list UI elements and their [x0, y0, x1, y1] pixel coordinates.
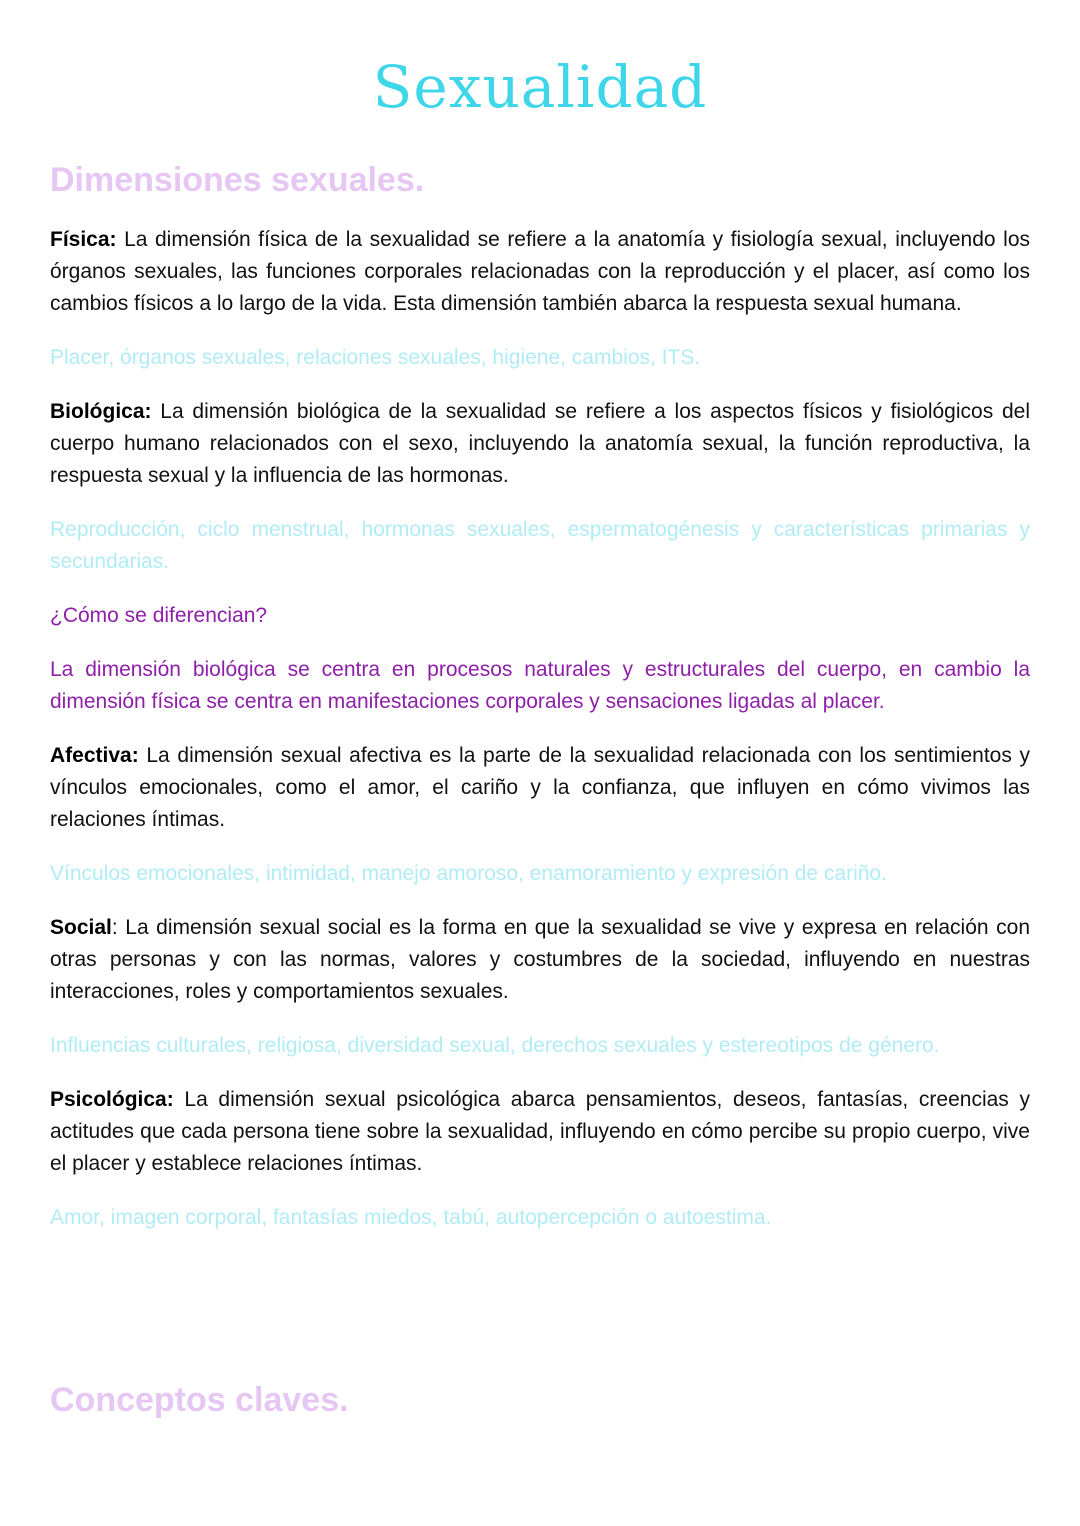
keywords-afectiva: Vínculos emocionales, intimidad, manejo amoroso, enamoramiento y expresión de cariño.: [50, 862, 887, 885]
document-body: [50, 224, 1030, 1256]
definition: : La dimensión sexual social es la forma en que la sexualidad se vive y expresa en relación con otras personas y con las normas, valores y costumbres de la sociedad, influyendo en nuestras interacciones, roles y comportamientos sexuales.: [50, 916, 1030, 1003]
paragraph-fisica: [50, 224, 1030, 320]
definition: La dimensión biológica de la sexualidad se refiere a los aspectos físicos y fisiológicos del cuerpo humano relacionados con el sexo, incluyendo la anatomía sexual, la función reproductiva, la respuesta sexual y la influencia de las hormonas.: [50, 400, 1030, 487]
term: Psicológica:: [50, 1088, 174, 1111]
keywords-biologica: Reproducción, ciclo menstrual, hormonas sexuales, espermatogénesis y características primarias y secundarias.: [50, 518, 1030, 573]
difference-answer: La dimensión biológica se centra en procesos naturales y estructurales del cuerpo, en cambio la dimensión física se centra en manifestaciones corporales y sensaciones ligadas al placer.: [50, 658, 1030, 713]
section-heading-concepts: Conceptos claves.: [50, 1381, 349, 1419]
keywords-social: Influencias culturales, religiosa, diversidad sexual, derechos sexuales y estereotipos de género.: [50, 1034, 940, 1057]
term: Afectiva:: [50, 744, 139, 767]
difference-question: ¿Cómo se diferencian?: [50, 604, 268, 627]
definition: La dimensión sexual psicológica abarca pensamientos, deseos, fantasías, creencias y actitudes que cada persona tiene sobre la sexualidad, influyendo en cómo percibe su propio cuerpo, vive el placer y establece relaciones íntimas.: [50, 1088, 1030, 1175]
keywords-fisica: Placer, órganos sexuales, relaciones sexuales, higiene, cambios, ITS.: [50, 346, 701, 369]
paragraph-social: [50, 912, 1030, 1008]
term: Biológica:: [50, 400, 152, 423]
term: Social: [50, 916, 112, 939]
definition: La dimensión física de la sexualidad se refiere a la anatomía y fisiología sexual, incluyendo los órganos sexuales, las funciones corporales relacionadas con la reproducción y el placer, así como los cambios físicos a lo largo de la vida. Esta dimensión también abarca la respuesta sexual humana.: [50, 228, 1030, 315]
term: Física:: [50, 228, 117, 251]
paragraph-psicologica: [50, 1084, 1030, 1180]
paragraph-afectiva: [50, 740, 1030, 836]
keywords-psicologica: Amor, imagen corporal, fantasías miedos, tabú, autopercepción o autoestima.: [50, 1206, 772, 1229]
page-title: Sexualidad: [372, 53, 708, 121]
definition: La dimensión sexual afectiva es la parte de la sexualidad relacionada con los sentimientos y vínculos emocionales, como el amor, el cariño y la confianza, que influyen en cómo vivimos las relaciones íntimas.: [50, 744, 1030, 831]
section-heading-dimensions: Dimensiones sexuales.: [50, 161, 425, 199]
paragraph-biologica: [50, 396, 1030, 492]
